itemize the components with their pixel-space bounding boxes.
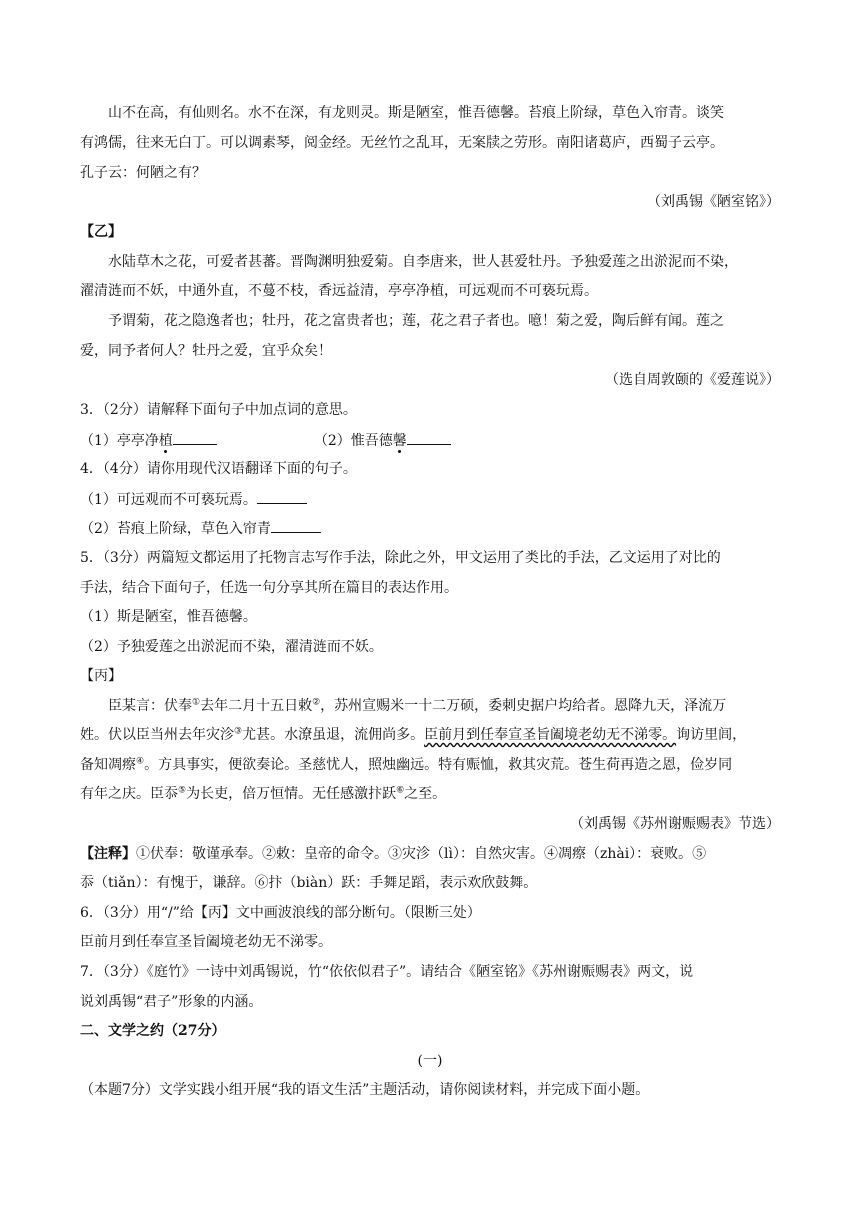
q5-stem-line-2: 手法，结合下面句子，任选一句分享其所在篇目的表达作用。 xyxy=(80,580,458,596)
yi-paragraph-line-3: 予谓菊，花之隐逸者也；牡丹，花之富贵者也；莲，花之君子者也。噫！菊之爱，陶后鲜有闻。莲之 xyxy=(108,313,724,329)
bing-source: （刘禹锡《苏州谢赈赐表》节选） xyxy=(570,816,780,832)
q4-item-2: （2）苔痕上阶绿，草色入帘青 xyxy=(80,518,780,539)
bing-line-1: 臣某言：伏奉①去年二月十五日敕②，苏州宣赐米一十二万硕，委刺史据户均给者。恩降九天，泽流万 xyxy=(108,697,727,714)
wavy-underlined-sentence: 臣前月到任奉宣圣旨阖境老幼无不涕零。 xyxy=(424,727,677,743)
section-2-title: 二、文学之约（27分） xyxy=(80,1023,226,1039)
notes-line-2: 忝（tiǎn）：有愧于，谦辞。⑥抃（biàn）跃：手舞足蹈，表示欢欣鼓舞。 xyxy=(80,875,538,891)
q4-answer-blank-1[interactable] xyxy=(257,489,307,504)
notes-line-1: 【注释】①伏奉：敬谨承奉。②敕：皇帝的命令。③灾沴（lì）：自然灾害。④凋瘵（zhài）：衰败。⑤ xyxy=(80,846,707,862)
q5-item-1: （1）斯是陋室，惟吾德馨。 xyxy=(80,609,257,625)
bing-line-2: 姓。伏以臣当州去年灾沴③尤甚。水潦虽退，流佣尚多。臣前月到任奉宣圣旨阖境老幼无不涕零。询访里闾， xyxy=(80,726,747,743)
bing-line-4: 有年之庆。臣忝⑤为长吏，倍万恒情。无任感激抃跃⑥之至。 xyxy=(80,785,447,802)
yi-source: （选自周敦颐的《爱莲说》） xyxy=(605,372,780,388)
q6-sentence: 臣前月到任奉宣圣旨阖境老幼无不涕零。 xyxy=(80,934,332,950)
q7-stem-line-1: 7．（3分）《庭竹》一诗中刘禹锡说，竹“依依似君子”。请结合《陋室铭》《苏州谢赈赐表》两文，说 xyxy=(80,964,694,980)
jia-paragraph-line-3: 孔子云：何陋之有？ xyxy=(80,165,206,181)
q4-answer-blank-2[interactable] xyxy=(271,518,321,533)
q3-item-1: （1）亭亭净植 xyxy=(80,433,173,449)
q3-item-2: （2）惟吾德馨 xyxy=(313,433,407,449)
jia-paragraph-line-2: 有鸿儒，往来无白丁。可以调素琴，阅金经。无丝竹之乱耳，无案牍之劳形。南阳诸葛庐，西蜀子云亭。 xyxy=(80,135,724,151)
section-2-subheading: (一) xyxy=(417,1053,443,1069)
q5-stem-line-1: 5．（3分）两篇短文都运用了托物言志写作手法，除此之外，甲文运用了类比的手法，乙文运用了对比的 xyxy=(80,550,721,566)
q3-answer-blank-1[interactable] xyxy=(173,430,217,445)
q3-stem: 3．（2分）请解释下面句子中加点词的意思。 xyxy=(80,402,357,418)
q4-stem: 4．（4分）请你用现代汉语翻译下面的句子。 xyxy=(80,461,357,477)
bing-line-3: 备知凋瘵④。方具事实，便欲奏论。圣慈忧人，照烛幽远。特有赈恤，救其灾荒。苍生荷再造之恩，俭岁同 xyxy=(80,756,733,773)
yi-label: 【乙】 xyxy=(80,224,122,240)
jia-source: （刘禹锡《陋室铭》） xyxy=(647,194,780,210)
bing-label: 【丙】 xyxy=(80,668,122,684)
yi-paragraph-line-4: 爱，同予者何人？牡丹之爱，宜乎众矣！ xyxy=(80,343,332,359)
q6-stem: 6．（3分）用“/”给【丙】文中画波浪线的部分断句。（限断三处） xyxy=(80,905,481,921)
q3-answer-blank-2[interactable] xyxy=(407,430,451,445)
section-2-intro: （本题7分）文学实践小组开展“我的语文生活”主题活动，请你阅读材料，并完成下面小题。 xyxy=(80,1082,650,1098)
q5-item-2: （2）予独爱莲之出淤泥而不染，濯清涟而不妖。 xyxy=(80,639,383,655)
q7-stem-line-2: 说刘禹锡“君子”形象的内涵。 xyxy=(80,994,263,1010)
yi-paragraph-line-2: 濯清涟而不妖，中通外直，不蔓不枝，香远益清，亭亭净植，可远观而不可亵玩焉。 xyxy=(80,283,598,299)
q3-items xyxy=(80,430,780,451)
q4-item-1: （1）可远观而不可亵玩焉。 xyxy=(80,489,780,510)
jia-paragraph-line-1: 山不在高，有仙则名。水不在深，有龙则灵。斯是陋室，惟吾德馨。苔痕上阶绿，草色入帘青。谈笑 xyxy=(108,105,724,121)
yi-paragraph-line-1: 水陆草木之花，可爱者甚蕃。晋陶渊明独爱菊。自李唐来，世人甚爱牡丹。予独爱莲之出淤泥而不染， xyxy=(108,254,738,270)
